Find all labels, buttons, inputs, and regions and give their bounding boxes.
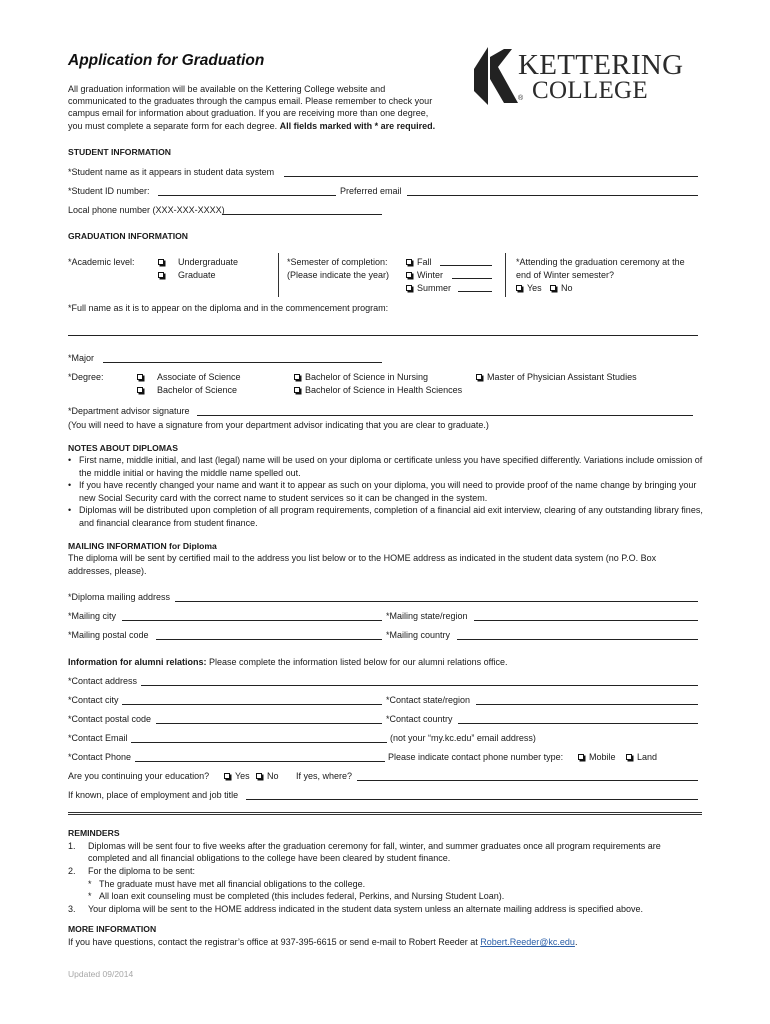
full-name-label: *Full name as it is to appear on the diploma and in the commencement program: <box>68 303 389 313</box>
mailing-city-field[interactable] <box>122 620 382 621</box>
checkbox[interactable] <box>476 374 482 380</box>
full-name-field[interactable] <box>68 335 698 336</box>
page-title: Application for Graduation <box>68 52 265 69</box>
semester-option-fall[interactable] <box>406 256 432 268</box>
student-id-label: *Student ID number: <box>68 186 150 196</box>
student-info-heading: STUDENT INFORMATION <box>68 147 171 157</box>
semester-option-winter[interactable] <box>406 269 443 281</box>
more-info-period: . <box>574 937 578 947</box>
advisor-signature-field[interactable] <box>197 415 693 416</box>
contact-country-field[interactable] <box>458 723 698 724</box>
alumni-heading <box>68 656 508 668</box>
contact-address-label: *Contact address <box>68 676 138 686</box>
semester-option-summer[interactable] <box>406 282 451 294</box>
student-id-field[interactable] <box>158 195 336 196</box>
contact-country-label: *Contact country <box>386 714 453 724</box>
option-label: No <box>561 283 573 293</box>
diploma-address-field[interactable] <box>175 601 698 602</box>
option-label: Bachelor of Science in Health Sciences <box>305 385 463 395</box>
option-label: Land <box>637 752 658 762</box>
mailing-country-label: *Mailing country <box>386 630 451 640</box>
reminder-number: 1. <box>68 841 76 851</box>
phone-type-mobile-option[interactable] <box>578 751 616 763</box>
contact-phone-label: *Contact Phone <box>68 752 132 762</box>
reminder-item: For the diploma to be sent: <box>88 866 196 876</box>
option-label: Master of Physician Assistant Studies <box>487 372 637 382</box>
reminder-subitem-text: All loan exit counseling must be completed (this includes federal, Perkins, and Nursing Student Loan). <box>99 891 505 901</box>
preferred-email-field[interactable] <box>407 195 698 196</box>
continuing-yes-option[interactable] <box>224 770 250 782</box>
checkbox[interactable] <box>294 374 300 380</box>
level-option-undergraduate[interactable] <box>158 256 238 268</box>
checkbox[interactable] <box>550 285 556 291</box>
contact-city-field[interactable] <box>122 704 382 705</box>
local-phone-label: Local phone number (XXX-XXX-XXXX) <box>68 205 225 215</box>
reminder-number: 2. <box>68 866 76 876</box>
required-note: All fields marked with * are required. <box>279 120 436 131</box>
logo-text-kettering: KETTERING <box>518 49 684 81</box>
checkbox[interactable] <box>294 387 300 393</box>
intro-text <box>68 83 458 132</box>
option-label: Associate of Science <box>157 372 241 382</box>
intro-line: campus email for information about graduation. If you are receiving more than one degree, <box>68 108 429 119</box>
list-item: • First name, middle initial, and last (legal) name will be used on your diploma or certificate unless you have specified differently. Variations include omission of the middle initial or having the middle name spelled out. <box>68 454 708 479</box>
phone-type-land-option[interactable] <box>626 751 657 763</box>
fall-year-field[interactable] <box>440 265 492 266</box>
checkbox[interactable] <box>406 259 412 265</box>
mailing-postal-field[interactable] <box>156 639 382 640</box>
checkbox[interactable] <box>137 387 143 393</box>
contact-city-label: *Contact city <box>68 695 119 705</box>
level-option-graduate[interactable] <box>158 269 216 281</box>
continuing-no-option[interactable] <box>256 770 279 782</box>
preferred-email-label: Preferred email <box>340 186 402 196</box>
contact-state-label: *Contact state/region <box>386 695 471 705</box>
mailing-heading: MAILING INFORMATION for Diploma <box>68 541 217 551</box>
contact-phone-field[interactable] <box>135 761 385 762</box>
alumni-heading-text: Please complete the information listed below for our alumni relations office. <box>206 657 508 667</box>
checkbox[interactable] <box>406 285 412 291</box>
ceremony-no-option[interactable] <box>550 282 573 294</box>
contact-email-field[interactable] <box>131 742 387 743</box>
checkbox[interactable] <box>158 272 164 278</box>
more-info-heading: MORE INFORMATION <box>68 924 157 934</box>
option-label: Yes <box>235 771 250 781</box>
registered-mark: ® <box>518 95 524 102</box>
contact-address-field[interactable] <box>141 685 698 686</box>
reminder-subitem: * The graduate must have met all financial obligations to the college. <box>88 879 366 889</box>
checkbox[interactable] <box>516 285 522 291</box>
option-label: Winter <box>417 270 444 280</box>
advisor-signature-label: *Department advisor signature <box>68 406 190 416</box>
semester-hint: (Please indicate the year) <box>287 270 390 280</box>
mailing-city-label: *Mailing city <box>68 611 117 621</box>
checkbox[interactable] <box>256 773 262 779</box>
ceremony-yes-option[interactable] <box>516 282 542 294</box>
contact-email-note: (not your “my.kc.edu” email address) <box>390 733 536 743</box>
graduation-info-heading: GRADUATION INFORMATION <box>68 231 188 241</box>
reminder-subitem: * All loan exit counseling must be completed (this includes federal, Perkins, and Nursing Student Loan). <box>88 891 505 901</box>
employment-label: If known, place of employment and job title <box>68 790 239 800</box>
list-item: • If you have recently changed your name and want it to appear as such on your diploma, you will need to provide proof of the name change by bringing your new Social Security card with the correct name to student services so it can be changed in the system. <box>68 479 708 504</box>
winter-year-field[interactable] <box>452 278 492 279</box>
checkbox[interactable] <box>578 754 584 760</box>
logo-text-college: COLLEGE <box>532 77 648 104</box>
option-label: Undergraduate <box>178 257 239 267</box>
continuing-education-label: Are you continuing your education? <box>68 771 210 781</box>
contact-postal-label: *Contact postal code <box>68 714 152 724</box>
intro-line-text: you must complete a separate form for each degree. <box>68 120 278 131</box>
degree-option-nursing[interactable] <box>294 371 428 383</box>
option-label: Summer <box>417 283 452 293</box>
degree-label: *Degree: <box>68 372 104 382</box>
degree-option-physician-assistant[interactable] <box>476 371 637 383</box>
checkbox[interactable] <box>224 773 230 779</box>
academic-level-label: *Academic level: <box>68 257 135 267</box>
reminder-subitem-text: The graduate must have met all financial obligations to the college. <box>99 879 366 889</box>
notes-list <box>68 454 708 530</box>
student-name-field[interactable] <box>284 176 698 177</box>
intro-line: All graduation information will be available on the Kettering College website and <box>68 84 386 94</box>
list-item: • Diplomas will be distributed upon completion of all program requirements, completion of a financial aid exit interview, clearing of any outstanding library fines, and financial clearance from student finance. <box>68 504 708 529</box>
more-info-body: If you have questions, contact the registrar’s office at 937-395-6615 or send e-mail to Robert Reeder at <box>68 937 481 947</box>
reminder-item: Your diploma will be sent to the HOME address indicated in the student data system unless an alternate mailing address is specified above. <box>88 904 643 914</box>
alumni-heading-bold: Information for alumni relations: <box>68 657 207 667</box>
if-yes-where-label: If yes, where? <box>296 771 353 781</box>
phone-type-label: Please indicate contact phone number type: <box>388 752 564 762</box>
summer-year-field[interactable] <box>458 291 492 292</box>
degree-option-associate[interactable] <box>137 371 241 383</box>
ceremony-question-2: end of Winter semester? <box>516 270 615 280</box>
contact-postal-field[interactable] <box>156 723 382 724</box>
option-label: Graduate <box>178 270 216 280</box>
mailing-state-field[interactable] <box>474 620 698 621</box>
checkbox[interactable] <box>137 374 143 380</box>
notes-heading: NOTES ABOUT DIPLOMAS <box>68 443 178 453</box>
intro-line <box>68 120 458 132</box>
major-label: *Major <box>68 353 95 363</box>
updated-date: Updated 09/2014 <box>68 969 134 979</box>
checkbox[interactable] <box>406 272 412 278</box>
mailing-country-field[interactable] <box>457 639 698 640</box>
mailing-state-label: *Mailing state/region <box>386 611 468 621</box>
option-label: Bachelor of Science <box>157 385 238 395</box>
checkbox[interactable] <box>158 259 164 265</box>
reminder-item: Diplomas will be sent four to five weeks after the graduation ceremony for fall, winter, and summer graduates once all program requirements are completed and all financial obligations to the college have been cleared by student finance. <box>88 841 661 864</box>
mailing-postal-label: *Mailing postal code <box>68 630 149 640</box>
degree-option-bachelor[interactable] <box>137 384 237 396</box>
intro-line: communicated to the graduates through the campus email. Please remember to check your <box>68 96 433 107</box>
contact-email-label: *Contact Email <box>68 733 128 743</box>
section-divider <box>68 812 702 815</box>
divider <box>278 253 279 297</box>
kettering-k-icon <box>474 47 524 105</box>
if-yes-where-field[interactable] <box>357 780 698 781</box>
registrar-email-link[interactable]: Robert.Reeder@kc.edu <box>480 937 575 947</box>
reminders-heading: REMINDERS <box>68 828 120 838</box>
local-phone-field[interactable] <box>222 214 382 215</box>
diploma-address-label: *Diploma mailing address <box>68 592 171 602</box>
option-label: Fall <box>417 257 432 267</box>
major-field[interactable] <box>103 362 382 363</box>
degree-option-health-sciences[interactable] <box>294 384 462 396</box>
ceremony-question: *Attending the graduation ceremony at the <box>516 257 685 267</box>
checkbox[interactable] <box>626 754 632 760</box>
divider <box>505 253 506 297</box>
semester-label: *Semester of completion: <box>287 257 388 267</box>
mailing-description: The diploma will be sent by certified mail to the address you list below or to the HOME address as indicated in the student data system (no P.O. Box addresses, please). <box>68 553 657 576</box>
reminder-number: 3. <box>68 904 76 914</box>
employment-field[interactable] <box>246 799 698 800</box>
option-label: Bachelor of Science in Nursing <box>305 372 429 382</box>
advisor-note: (You will need to have a signature from your department advisor indicating that you are clear to graduate.) <box>68 420 489 430</box>
more-info-text <box>68 936 577 948</box>
kettering-college-logo <box>474 47 704 105</box>
student-name-label: *Student name as it appears in student data system <box>68 167 275 177</box>
contact-state-field[interactable] <box>476 704 698 705</box>
option-label: Yes <box>527 283 542 293</box>
option-label: No <box>267 771 279 781</box>
option-label: Mobile <box>589 752 616 762</box>
